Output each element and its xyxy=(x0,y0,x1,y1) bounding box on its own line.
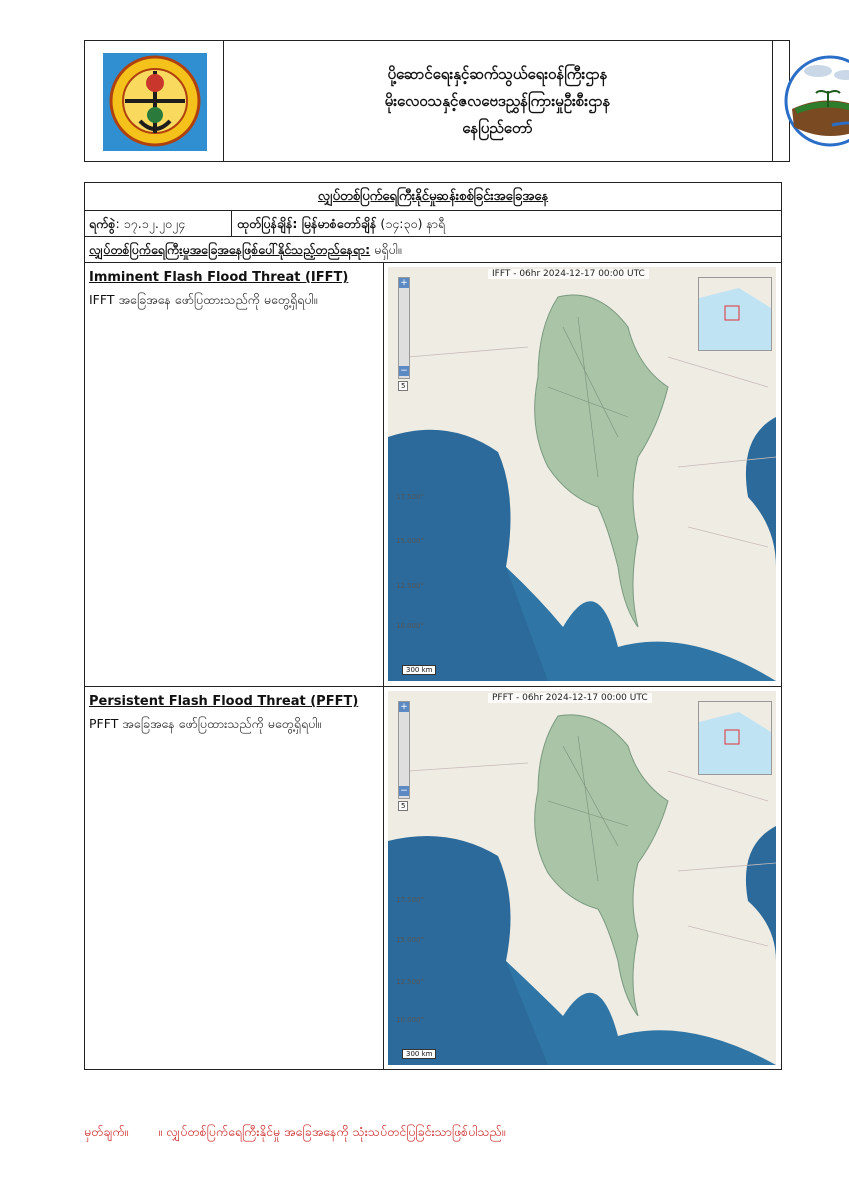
footnote xyxy=(84,1124,535,1143)
lat-tick: 17.500° xyxy=(396,493,424,501)
table-heading: လျှပ်တစ်ပြက်ရေကြီးနိုင်မှုဆန်းစစ်ခြင်းအခြေအနေ xyxy=(85,183,781,211)
pfft-map-caption: PFFT - 06hr 2024-12-17 00:00 UTC xyxy=(488,693,652,703)
ifft-map-caption: IFFT - 06hr 2024-12-17 00:00 UTC xyxy=(488,269,649,279)
issue-time-cell xyxy=(237,211,445,236)
location-label: လျှပ်တစ်ပြက်ရေကြီးမှုအခြေအနေဖြစ်ပေါ်နိုင်သည့်တည်နေရာ: xyxy=(89,242,371,257)
ministry-logo xyxy=(85,41,224,161)
zoom-control[interactable] xyxy=(398,701,410,799)
location-value: မရှိပါ။ xyxy=(370,242,402,257)
pfft-text-cell xyxy=(89,691,379,735)
zoom-control[interactable] xyxy=(398,277,410,379)
ifft-title: Imminent Flash Flood Threat (IFFT) xyxy=(89,270,349,285)
footnote-label: မှတ်ချက်။ xyxy=(84,1124,129,1139)
date-time-row xyxy=(85,211,781,237)
zoom-out-button[interactable]: − xyxy=(400,366,408,376)
scale-bar: 300 km xyxy=(402,665,436,675)
pfft-title: Persistent Flash Flood Threat (PFFT) xyxy=(89,694,359,709)
lat-tick: 12.500° xyxy=(396,582,424,590)
ifft-description: IFFT အခြေအနေ ဖော်ပြထားသည်ကို မတွေ့ရှိရပါ။ xyxy=(89,292,318,307)
pfft-map xyxy=(388,691,776,1065)
overview-inset-map[interactable] xyxy=(698,277,772,351)
issue-time-value: (၁၄:၃၀) နာရီ xyxy=(376,216,446,231)
letterhead xyxy=(84,40,790,162)
scale-bar: 300 km xyxy=(402,1049,436,1059)
zoom-level: 5 xyxy=(398,381,408,391)
date-value: : ၁၇.၁၂.၂၀၂၄ xyxy=(115,216,186,231)
ifft-row xyxy=(85,263,781,687)
flash-flood-assessment-table xyxy=(84,182,782,1070)
ifft-text-cell xyxy=(89,267,379,311)
lat-tick: 17.500° xyxy=(396,896,424,904)
overview-inset-map[interactable] xyxy=(698,701,772,775)
pfft-row xyxy=(85,687,781,1069)
lat-tick: 15.000° xyxy=(396,936,424,944)
ifft-map xyxy=(388,267,776,681)
lat-tick: 10.000° xyxy=(396,1016,424,1024)
pfft-description: PFFT အခြေအနေ ဖော်ပြထားသည်ကို မတွေ့ရှိရပါ။ xyxy=(89,716,322,731)
location-row xyxy=(85,237,781,263)
letterhead-title xyxy=(223,41,773,161)
ministry-name: ပို့ဆောင်ရေးနှင့်ဆက်သွယ်ရေးဝန်ကြီးဌာန xyxy=(387,64,608,83)
date-cell xyxy=(89,211,232,236)
lat-tick: 15.000° xyxy=(396,537,424,545)
zoom-in-button[interactable]: + xyxy=(400,702,408,712)
lat-tick: 12.500° xyxy=(396,978,424,986)
zoom-level: 5 xyxy=(398,801,408,811)
footnote-text: ။ လျှပ်တစ်ပြက်ရေကြီးနိုင်မှု အခြေအနေကို သုံးသပ်တင်ပြခြင်းသာဖြစ်ပါသည်။ xyxy=(158,1124,506,1139)
date-label: ရက်စွဲ xyxy=(89,216,116,231)
zoom-in-button[interactable]: + xyxy=(400,278,408,288)
department-name: မိုးလေဝသနှင့်ဇလဗေဒညွှန်ကြားမှုဦးစီးဌာန xyxy=(384,91,611,110)
issue-time-label: ထုတ်ပြန်ချိန်: မြန်မာစံတော်ချိန် xyxy=(237,216,377,231)
city-name: နေပြည်တော် xyxy=(462,118,533,137)
lat-tick: 10.000° xyxy=(396,622,424,630)
zoom-out-button[interactable]: − xyxy=(400,786,408,796)
department-logo xyxy=(772,41,849,161)
